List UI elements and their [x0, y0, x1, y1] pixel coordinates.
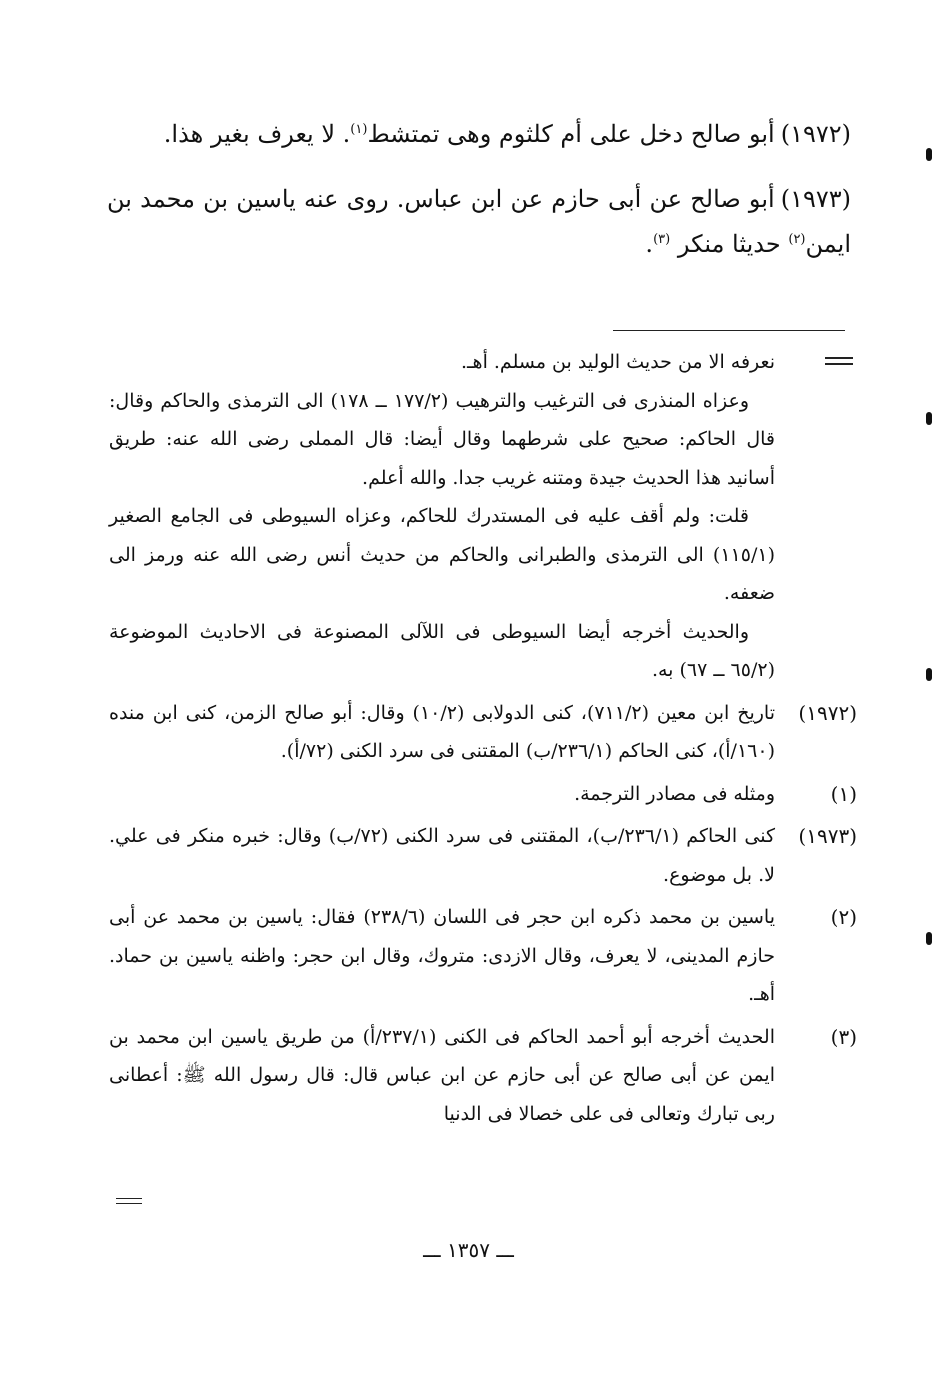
footnote-marker: (٣): [830, 1024, 857, 1049]
footnote-text: ومثله فى مصادر الترجمة.: [574, 782, 775, 805]
entry-text: أبو صالح عن أبى حازم عن ابن عباس. روى عنه ياسين بن محمد بن ايمن: [107, 185, 851, 258]
footnote-1: [109, 775, 857, 814]
footnote-text: كنى الحاكم (٢٣٦/١/ب)، المقتنى فى سرد الكنى (٧٢/ب) وقال: خبره منكر فى علي. لا. بل موضوع.: [109, 825, 775, 886]
footnote-text: ياسين بن محمد ذكره ابن حجر فى اللسان (٢٣٨/٦) فقال: ياسين بن محمد عن أبى حازم المدينى، لا يعرف، وقال الازدى: متروك، وقال ابن حجر: واظنه ياسين بن حماد. أهـ.: [109, 906, 776, 1005]
footnote-text: الحديث أخرجه أبو أحمد الحاكم فى الكنى (٢٣٧/١/أ) من طريق ياسين ابن محمد بن ايمن عن أبى صالح عن أبى حازم عن ابن عباس قال: قال رسول الله ﷺ: أعطانى ربى تبارك وتعالى فى على خصالا فى الدنيا: [109, 1025, 775, 1125]
page-number: ـــ ١٣٥٧ ـــ: [423, 1238, 514, 1262]
footnote-marker: (١٩٧٢): [798, 700, 857, 725]
footnote-text: تاريخ ابن معين (٧١١/٢)، كنى الدولابى (١٠/٢) وقال: أبو صالح الزمن، كنى ابن منده (١٦٠/أ)، كنى الحاكم (٢٣٦/١/ب) المقتنى فى سرد الكنى (٧٢/أ).: [109, 701, 775, 762]
footnotes: [109, 343, 857, 1137]
main-text: [107, 112, 851, 287]
footnote-paragraph: نعرفه الا من حديث الوليد بن مسلم. أهـ.: [460, 351, 775, 373]
footnote-marker: (١): [830, 781, 857, 806]
entry-1973: [107, 177, 851, 267]
footnote-1972: [109, 694, 857, 771]
entry-text-end: .: [645, 230, 654, 258]
footnote-text: [109, 343, 775, 690]
footnote-paragraph: قلت: ولم أقف عليه فى المستدرك للحاكم، وعزاه السيوطى فى الجامع الصغير (١١٥/١) الى الترمذى والطبرانى والحاكم من حديث أنس رضى الله عنه ورمز الى ضعفه.: [109, 505, 775, 604]
continuation-mark: [775, 343, 857, 381]
entry-text: أبو صالح دخل على أم كلثوم وهى تمتشط: [367, 120, 775, 148]
entry-number: (١٩٧٣): [780, 185, 851, 213]
entry-text-middle: حديثا منكر: [670, 230, 789, 258]
edge-mark: [926, 148, 932, 161]
footnote-paragraph: وعزاه المنذرى فى الترغيب والترهيب (١٧٧/٢ ــ ١٧٨) الى الترمذى والحاكم وقال: قال الحاكم: صحيح على شرطهما وقال أيضا: قال المملى رضى الله عنه: طريق أسانيد هذا الحديث جيدة ومتنه غريب جدا. والله أعلم.: [109, 389, 775, 489]
footnote-1973: [109, 817, 857, 894]
entry-text-end: . لا يعرف بغير هذا.: [163, 120, 351, 148]
footnote-paragraph: والحديث أخرجه أيضا السيوطى فى اللآلى المصنوعة فى الاحاديث الموضوعة (٦٥/٢ ــ ٦٧) به.: [109, 620, 775, 681]
edge-mark: [926, 668, 932, 681]
footnote-2: [109, 898, 857, 1014]
footnote-ref[interactable]: (٣): [653, 232, 671, 247]
edge-mark: [926, 932, 932, 945]
footnote-ref[interactable]: (٢): [788, 232, 806, 247]
footnote-marker: (١٩٧٣): [798, 824, 857, 848]
entry-1972: [107, 112, 851, 157]
footnote-ref[interactable]: (١): [350, 122, 368, 137]
entry-number: (١٩٧٢): [780, 120, 851, 148]
footnote-separator: [613, 330, 845, 331]
footnote-marker: (٢): [830, 905, 857, 929]
footnote-3: [109, 1018, 857, 1134]
footnote-continuation: [109, 343, 857, 690]
edge-mark: [926, 412, 932, 425]
continued-mark: [116, 1198, 142, 1208]
